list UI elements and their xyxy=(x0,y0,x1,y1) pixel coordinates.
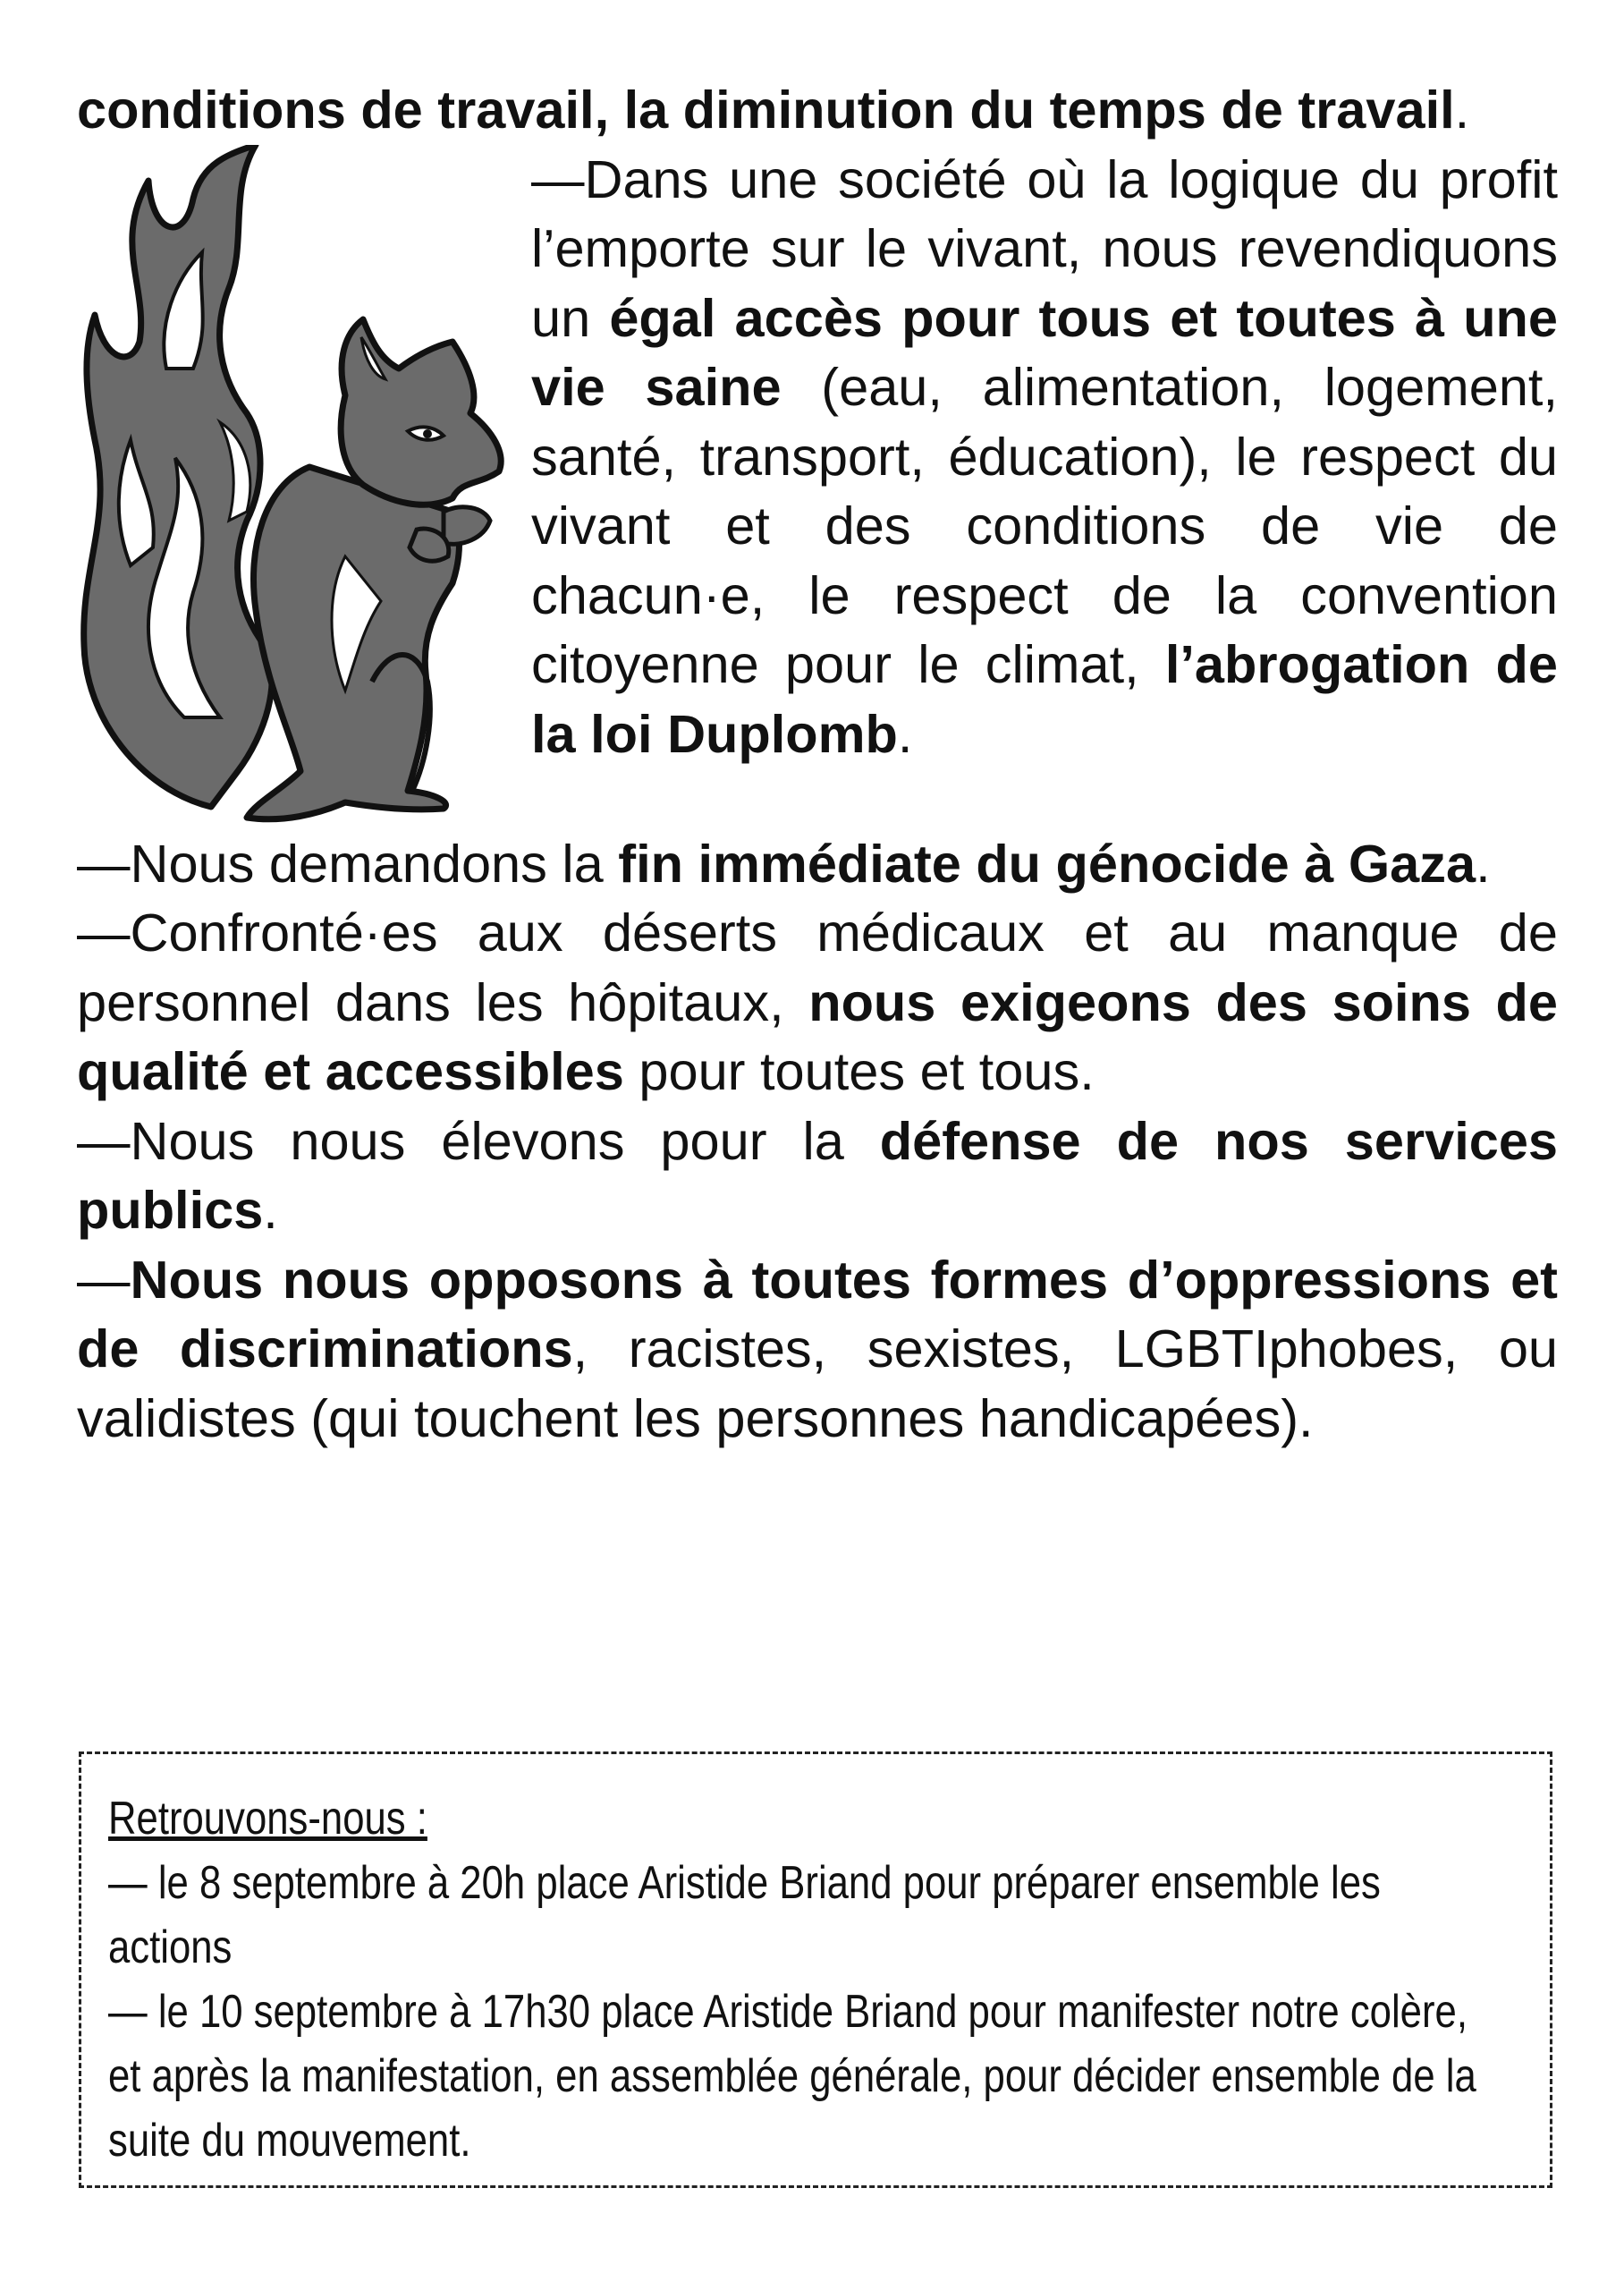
meeting-title: Retrouvons-nous : xyxy=(108,1793,427,1845)
bullet-0-bold-3: l’abrogation de la loi Duplomb xyxy=(531,634,1558,764)
meeting-line-1: — le 8 septembre à 20h place Aristide Briand pour préparer ensemble les actions xyxy=(108,1857,1381,1973)
bullet-3 xyxy=(77,1107,1558,1245)
bullet-0-text-4: . xyxy=(897,703,913,764)
bullet-1-text-2: . xyxy=(1476,833,1491,894)
bullet-1-text-0: Nous demandons la xyxy=(130,833,619,894)
meeting-line-2: — le 10 septembre à 17h30 place Aristide Briand pour manifester notre colère, et après la manifestation, en assemblée générale, pour décider ensemble de la suite du mouvement. xyxy=(108,1986,1476,2167)
bullet-1 xyxy=(77,829,1558,899)
intro-end: . xyxy=(1454,80,1470,140)
bullet-0-text-0: Dans une société où la logique du profit l’emporte sur le vivant, nous revendiquons un xyxy=(531,148,1558,348)
bullet-0-bold-1: égal accès pour tous et toutes à une vie saine xyxy=(531,287,1558,417)
bullet-dash: — xyxy=(77,903,131,963)
bullet-4-bold-0: Nous nous opposons à toutes formes d’oppressions et de discriminations xyxy=(77,1249,1558,1378)
bullet-2-bold-1: nous exigeons des soins de qualité et accessibles xyxy=(77,971,1558,1101)
squirrel-icon xyxy=(77,145,506,829)
bullet-3-text-2: . xyxy=(263,1180,278,1240)
bullet-4-text-1: , racistes, sexistes, LGBTIphobes, ou validistes (qui touchent les personnes handicapées). xyxy=(77,1319,1558,1448)
bullet-dash: — xyxy=(77,833,131,894)
bullet-3-bold-1: défense de nos services publics xyxy=(77,1110,1558,1240)
meeting-info-text xyxy=(108,1786,1483,2173)
meeting-info-box xyxy=(79,1751,1552,2188)
main-text xyxy=(77,75,1558,1453)
bullet-dash: — xyxy=(77,1110,131,1171)
bullet-dash: — xyxy=(77,1249,131,1310)
bullet-1-bold-1: fin immédiate du génocide à Gaza xyxy=(618,833,1476,894)
intro-bold: conditions de travail, la diminution du temps de travail xyxy=(77,80,1455,140)
bullet-dash: — xyxy=(531,148,585,209)
intro-paragraph xyxy=(77,75,1558,145)
bullet-2-text-0: Confronté·es aux déserts médicaux et au manque de personnel dans les hôpitaux, xyxy=(77,903,1558,1032)
bullet-0-text-2: (eau, alimentation, logement, santé, transport, éducation), le respect du vivant et des conditions de vie de chacun·e, le respect de la convention citoyenne pour le climat, xyxy=(531,357,1558,694)
bullet-2-text-2: pour toutes et tous. xyxy=(623,1041,1095,1101)
bullet-4 xyxy=(77,1245,1558,1454)
bullet-3-text-0: Nous nous élevons pour la xyxy=(130,1110,880,1171)
bullet-2 xyxy=(77,898,1558,1107)
